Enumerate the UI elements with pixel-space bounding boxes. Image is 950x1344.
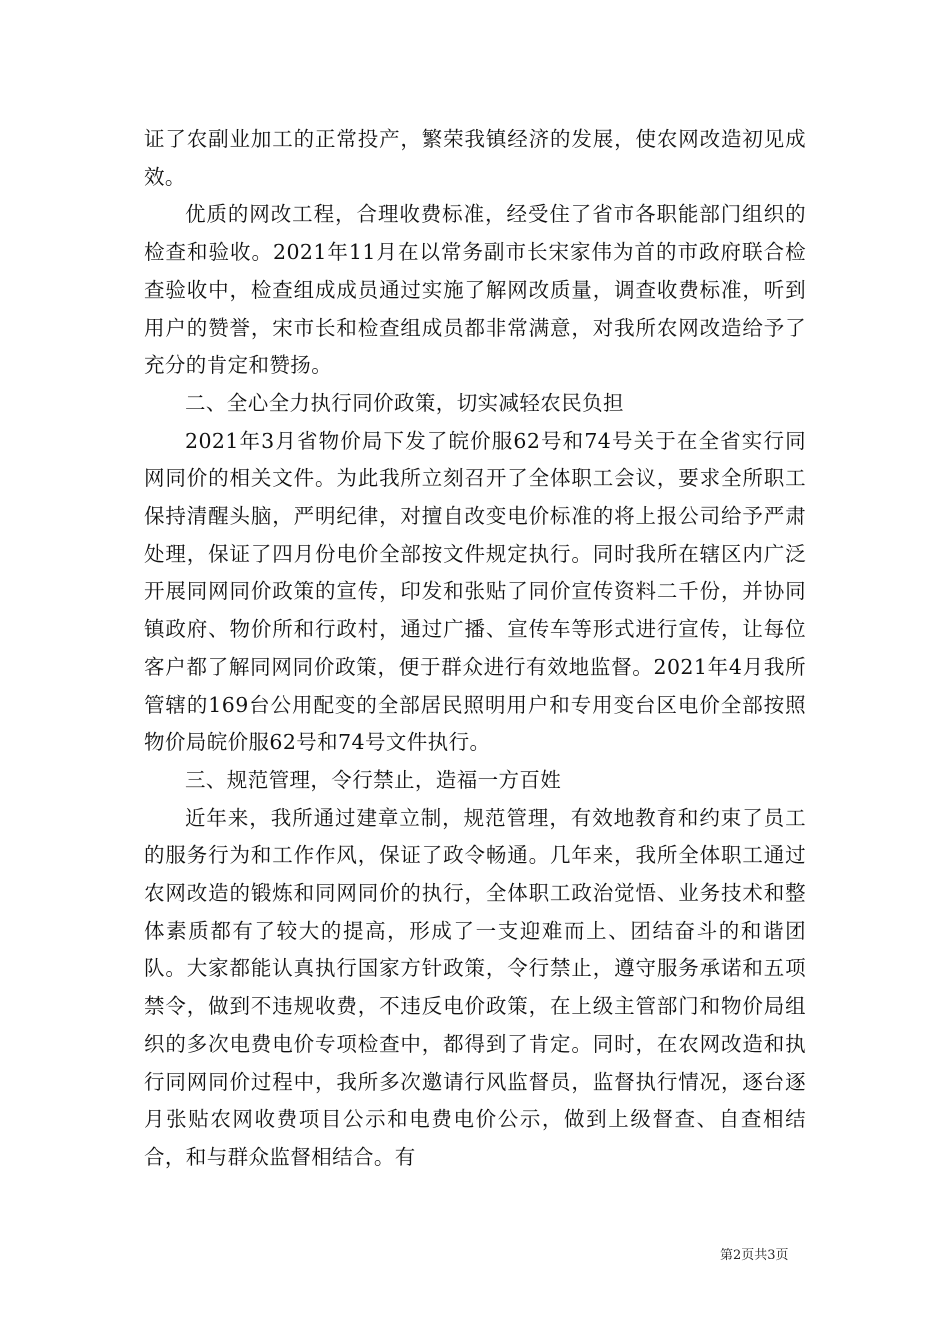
page-number-footer: 第2页共3页	[720, 1248, 789, 1263]
paragraph-pricing-policy: 2021年3月省物价局下发了皖价服62号和74号关于在全省实行同网同价的相关文件。为此我所立刻召开了全体职工会议，要求全所职工保持清醒头脑，严明纪律，对擅自改变电价标准的将上报公司给予严肃处理，保证了四月份电价全部按文件规定执行。同时我所在辖区内广泛开展同网同价政策的宣传，印发和张贴了同价宣传资料二千份，并协同镇政府、物价所和行政村，通过广播、宣传车等形式进行宣传，让每位客户都了解同网同价政策，便于群众进行有效地监督。2021年4月我所管辖的169台公用配变的全部居民照明用户和专用变台区电价全部按照物价局皖价服62号和74号文件执行。	[144, 428, 806, 755]
document-body	[144, 121, 806, 1177]
paragraph-inspection: 优质的网改工程，合理收费标准，经受住了省市各职能部门组织的检查和验收。2021年11月在以常务副市长宋家伟为首的市政府联合检查验收中，检查组成成员通过实施了解网改质量，调查收费标准，听到用户的赞誉，宋市长和检查组成员都非常满意，对我所农网改造给予了充分的肯定和赞扬。	[144, 202, 806, 378]
section-heading-2: 二、全心全力执行同价政策，切实减轻农民负担	[185, 390, 624, 415]
section-heading-3: 三、规范管理，令行禁止，造福一方百姓	[185, 767, 562, 792]
paragraph-continuation: 证了农副业加工的正常投产，繁荣我镇经济的发展，使农网改造初见成效。	[144, 127, 806, 189]
paragraph-management: 近年来，我所通过建章立制，规范管理，有效地教育和约束了员工的服务行为和工作作风，保证了政令畅通。几年来，我所全体职工通过农网改造的锻炼和同网同价的执行，全体职工政治觉悟、业务技术和整体素质都有了较大的提高，形成了一支迎难而上、团结奋斗的和谐团队。大家都能认真执行国家方针政策，令行禁止，遵守服务承诺和五项禁令，做到不违规收费，不违反电价政策，在上级主管部门和物价局组织的多次电费电价专项检查中，都得到了肯定。同时，在农网改造和执行同网同价过程中，我所多次邀请行风监督员，监督执行情况，逐台逐月张贴农网收费项目公示和电费电价公示，做到上级督查、自查相结合，和与群众监督相结合。有	[144, 805, 806, 1169]
